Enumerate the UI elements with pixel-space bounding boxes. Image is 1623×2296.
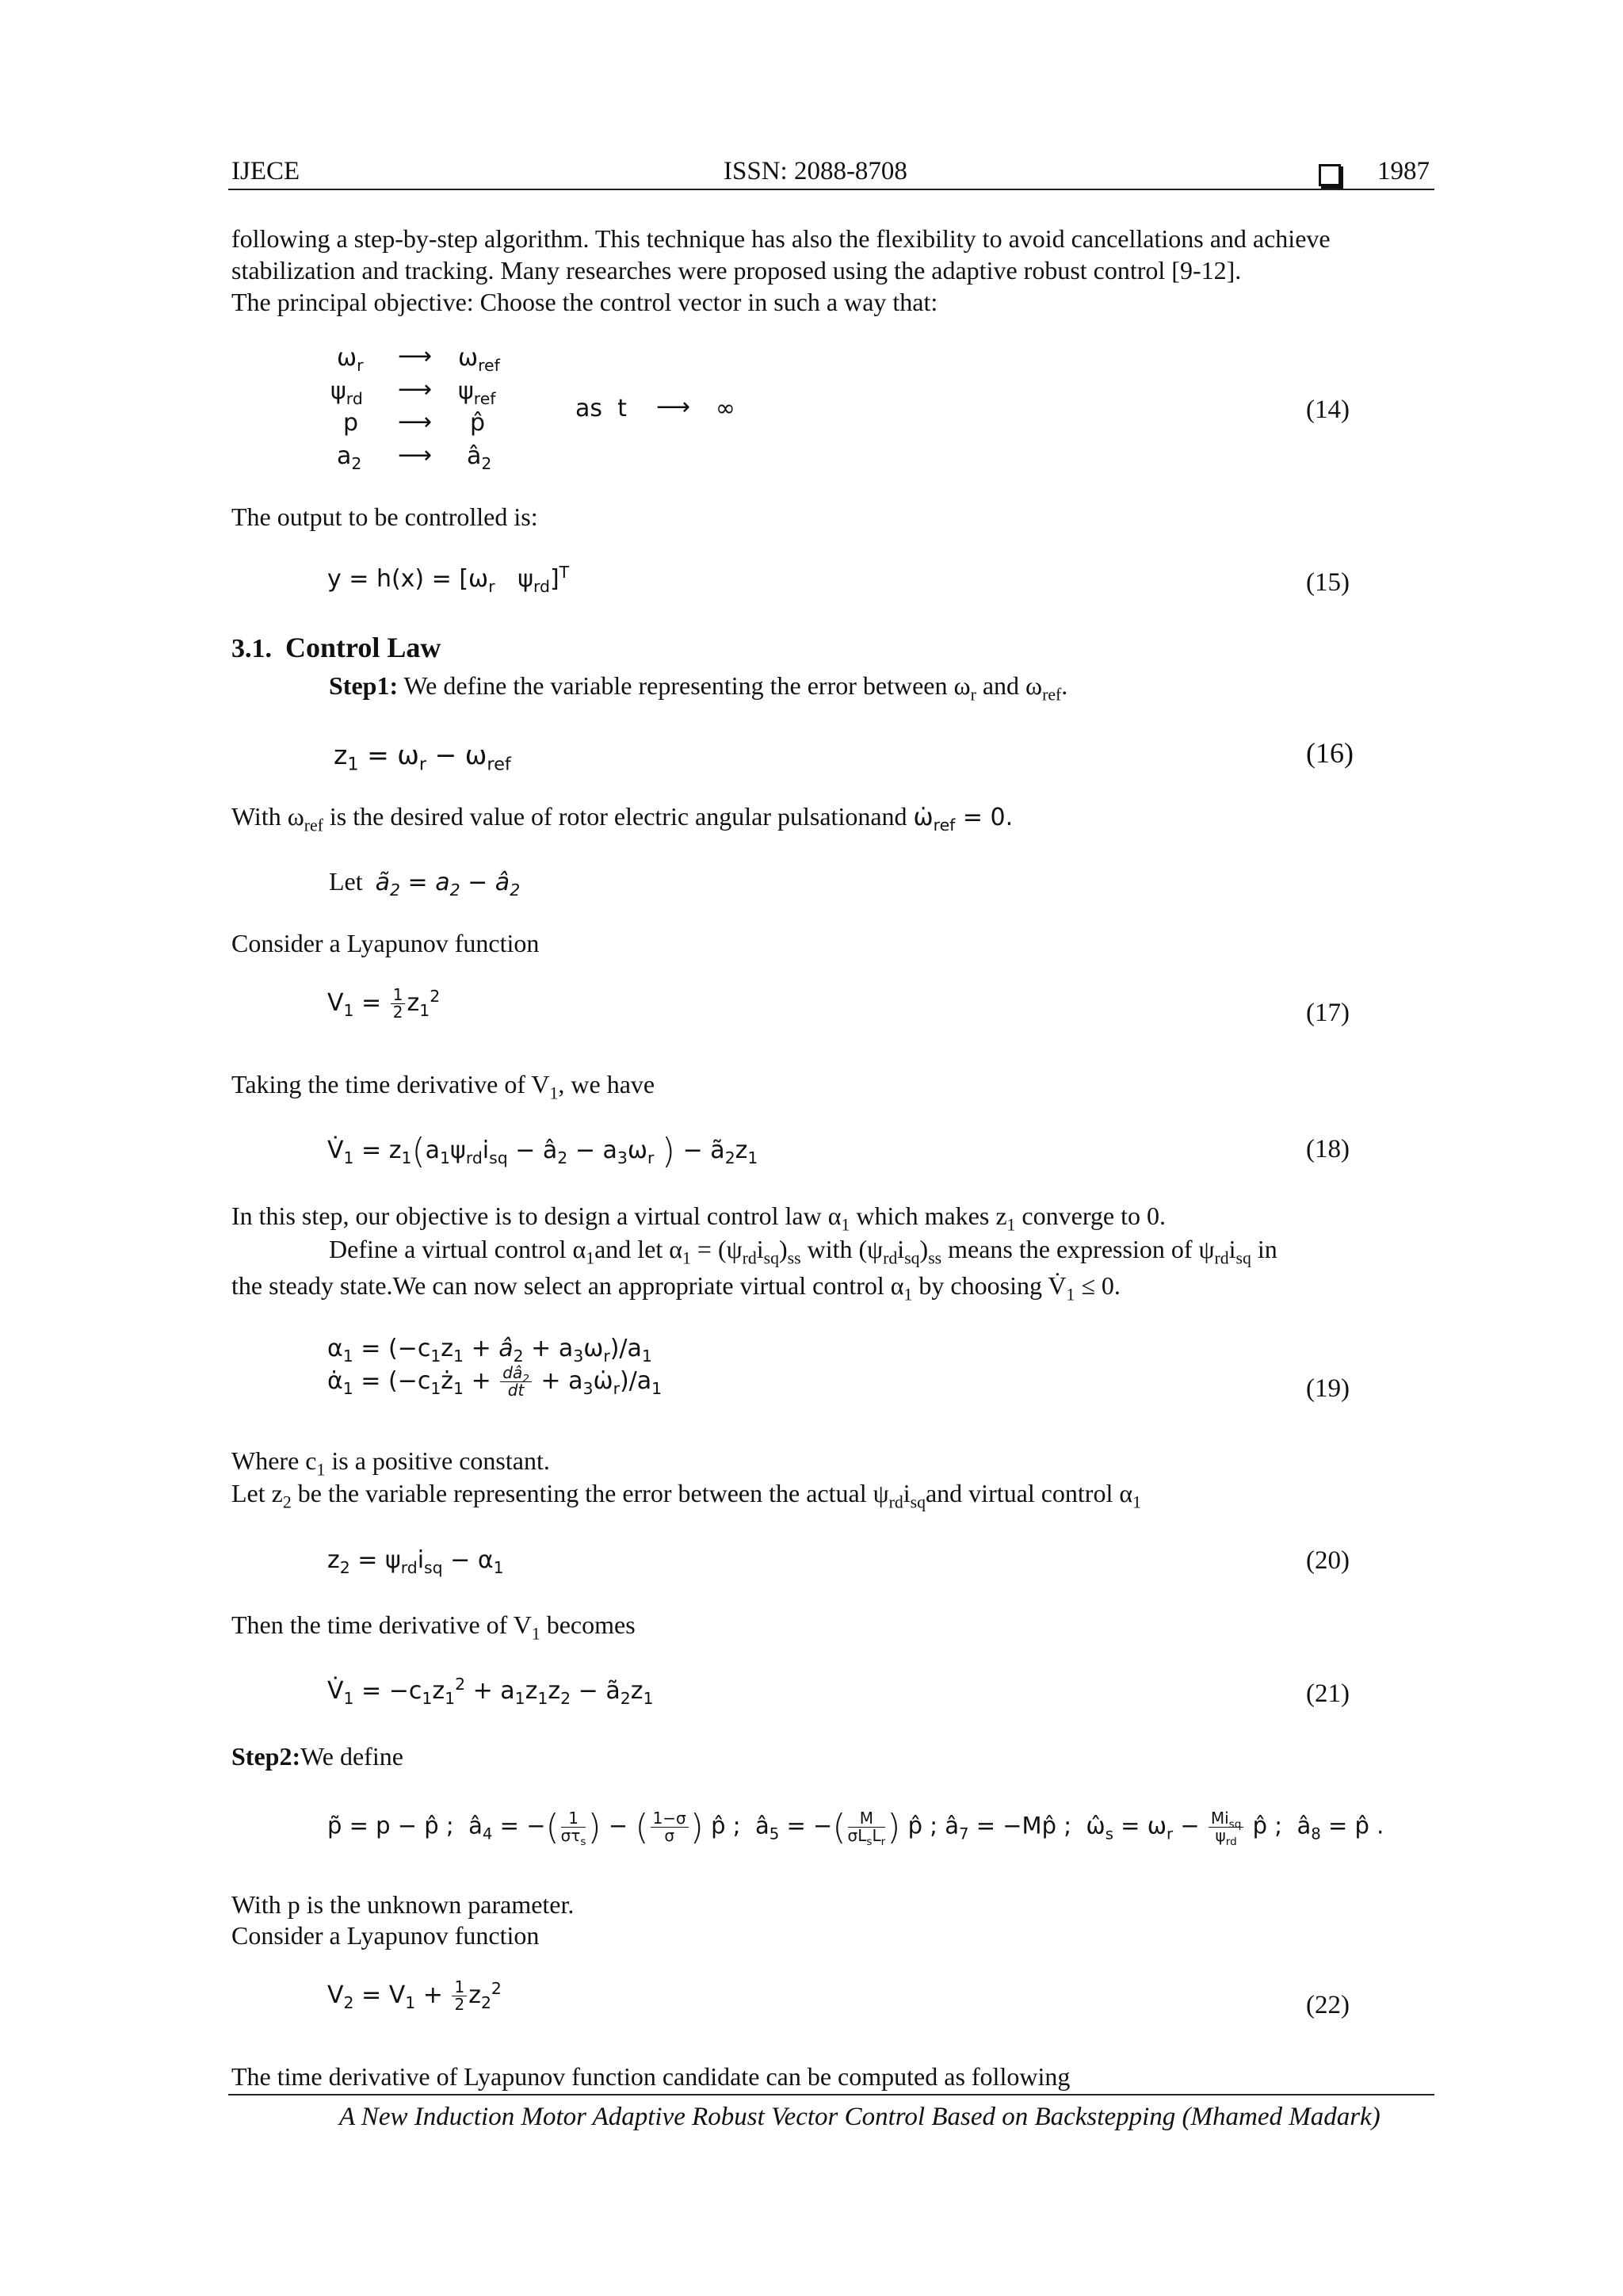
where-c1-text: Where $c_1$ is a positive constant. [231,1446,550,1480]
equation-number-22: (22) [1306,1991,1350,2019]
eq14-target-3: p̂ [470,409,486,437]
equation-number-18: (18) [1306,1135,1350,1163]
equation-15: $y = h(x) = [\omega_r$ $\psi_{rd}]^T$ [327,563,570,596]
output-text: The output to be controlled is: [231,502,538,531]
let-a2-tilde: Let $ã_2 = a_2$ − $â_2$ [329,867,521,900]
footer-rule [228,2094,1434,2095]
equation-number-16: (16) [1306,737,1354,769]
intro-line-3: The principal objective: Choose the control vector in such a way that: [231,288,938,316]
final-text: The time derivative of Lyapunov function candidate can be computed as following [231,2062,1071,2091]
eq14-arrow-1: ⟶ [398,342,433,370]
equation-16: $z_1 = \omega_r - \omega_{ref}$ [334,739,511,775]
equation-number-17: (17) [1306,999,1350,1027]
intro-line-1: following a step-by-step algorithm. This technique has also the flexibility to avoid cancellations and achieve [231,224,1331,253]
intro-line-2: stabilization and tracking. Many researches were proposed using the adaptive robust control [9-12]. [231,256,1242,285]
equation-number-19: (19) [1306,1374,1350,1403]
footer-title: A New Induction Motor Adaptive Robust Vector Control Based on Backstepping (Mhamed Madark) [339,2103,1381,2131]
page-number: 1987 [1377,157,1430,185]
equation-number-14: (14) [1306,395,1350,424]
eq14-target-1: $\omega_{ref}$ [458,344,500,375]
equation-21: $V̇_1 = -c_1z_1^2 + a_1z_1z_2$ − $ã_2z_1$ [327,1675,654,1708]
derivative-text: Taking the time derivative of $V_1$, we have [231,1070,655,1103]
equation-19-line-1: $\alpha_1 = (-c_1z_1$ + $â_2 + a_3\omega_r)/a_1$ [327,1335,652,1366]
then-derivative-text: Then the time derivative of $V_1$ becomes [231,1610,636,1644]
step2-paragraph: Step2:We define [231,1742,403,1771]
lyapunov-2-text: Consider a Lyapunov function [231,1921,540,1950]
eq14-row-2: $\psi_{rd}$ [330,377,363,408]
eq14-target-2: $\psi_{ref}$ [458,377,496,408]
eq14-row-3: p [343,409,359,437]
define-virtual-control-text: Define a virtual control $\alpha_1and$ let $\alpha_1 = (\psi_{rd}i_{sq})_{ss}$ with $(\psi_{rd}i_{sq})_{ss}$ means the expression of $\psi_{rd}i_{sq}$ in [329,1235,1277,1268]
with-omega-ref-text: With $\omega_{ref}$ is the desired value of rotor electric angular pulsationand $\omegȧ_{ref} = 0$. [231,802,1014,835]
equation-18: $V̇_1 = z_1(a_1\psi_{rd}i_{sq}$ − $â_2 - a_3\omega_r$ ) − $ã_2z_1$ [327,1131,758,1171]
eq14-as-t: as t [575,395,627,422]
equation-20: $z_2 = \psi_{rd}i_{sq} - \alpha_1$ [327,1546,504,1577]
eq14-arrow-3: ⟶ [398,408,433,436]
equation-number-20: (20) [1306,1546,1350,1575]
eq14-row-1: $\omega_r$ [337,344,364,375]
eq14-arrow-4: ⟶ [398,441,433,469]
journal-name: IJECE [231,157,300,185]
eq14-arrow-t: ⟶ [656,393,691,421]
equation-22: $V_2 = V_1$ + $\frac{1}{2}$ $z_2^2$ [327,1977,502,2014]
step-objective-text: In this step, our objective is to design a virtual control law $\alpha_1$ which makes $z_1$ converge to 0. [231,1201,1166,1235]
with-p-text: With p is the unknown parameter. [231,1890,575,1919]
steady-state-text: the steady state.We can now select an appropriate virtual control $\alpha_1$ by choosing $V̇_1 \le 0$. [231,1271,1121,1305]
eq14-infinity: ∞ [716,395,735,422]
equation-19-line-2: $\alphȧ_1$ = ($-c_1ż_1$ + $\frac{dâ_2}{dt}$ + $a_3\omegȧ_r)/a_1$ [327,1363,663,1400]
square-bullet-icon [1319,160,1341,192]
step2-definitions: p̃ = p − p̂ ; $â_4$ = −( $\frac{1}{\sigma\tau_s}$ ) − ( $\frac{1-\sigma}{\sigma}$ ) p̂ ; $â_5$ = −( $\frac{M}{\sigma L_sL_r}$ ) p̂ ; $â_7$ = −Mp̂ ; $\omegâ_s = \omega_r$ − $\frac{Mi_{sq}}{\psi_{rd}}$ p̂ ; $â_8$ = p̂ . [327,1807,1384,1848]
eq14-arrow-2: ⟶ [398,376,433,403]
equation-17: $V_1$ = $\frac{1}{2}$ $z_1^2$ [327,985,441,1022]
step1-paragraph: Step1: We define the variable representing the error between $\omega_r$ and $\omega_{ref}$. [329,671,1068,705]
section-heading: 3.1. Control Law [231,632,441,663]
eq14-target-4: $â_2$ [467,442,492,473]
equation-number-21: (21) [1306,1679,1350,1708]
header-rule [228,189,1434,190]
lyapunov-1-text: Consider a Lyapunov function [231,929,540,957]
equation-number-15: (15) [1306,568,1350,597]
issn: ISSN: 2088-8708 [724,157,907,185]
let-z2-text: Let $z_2$ be the variable representing the error between the actual $\psi_{rd}i_{sq}and$ virtual control $\alpha_1$ [231,1479,1141,1512]
eq14-row-4: $a_2$ [337,442,362,473]
